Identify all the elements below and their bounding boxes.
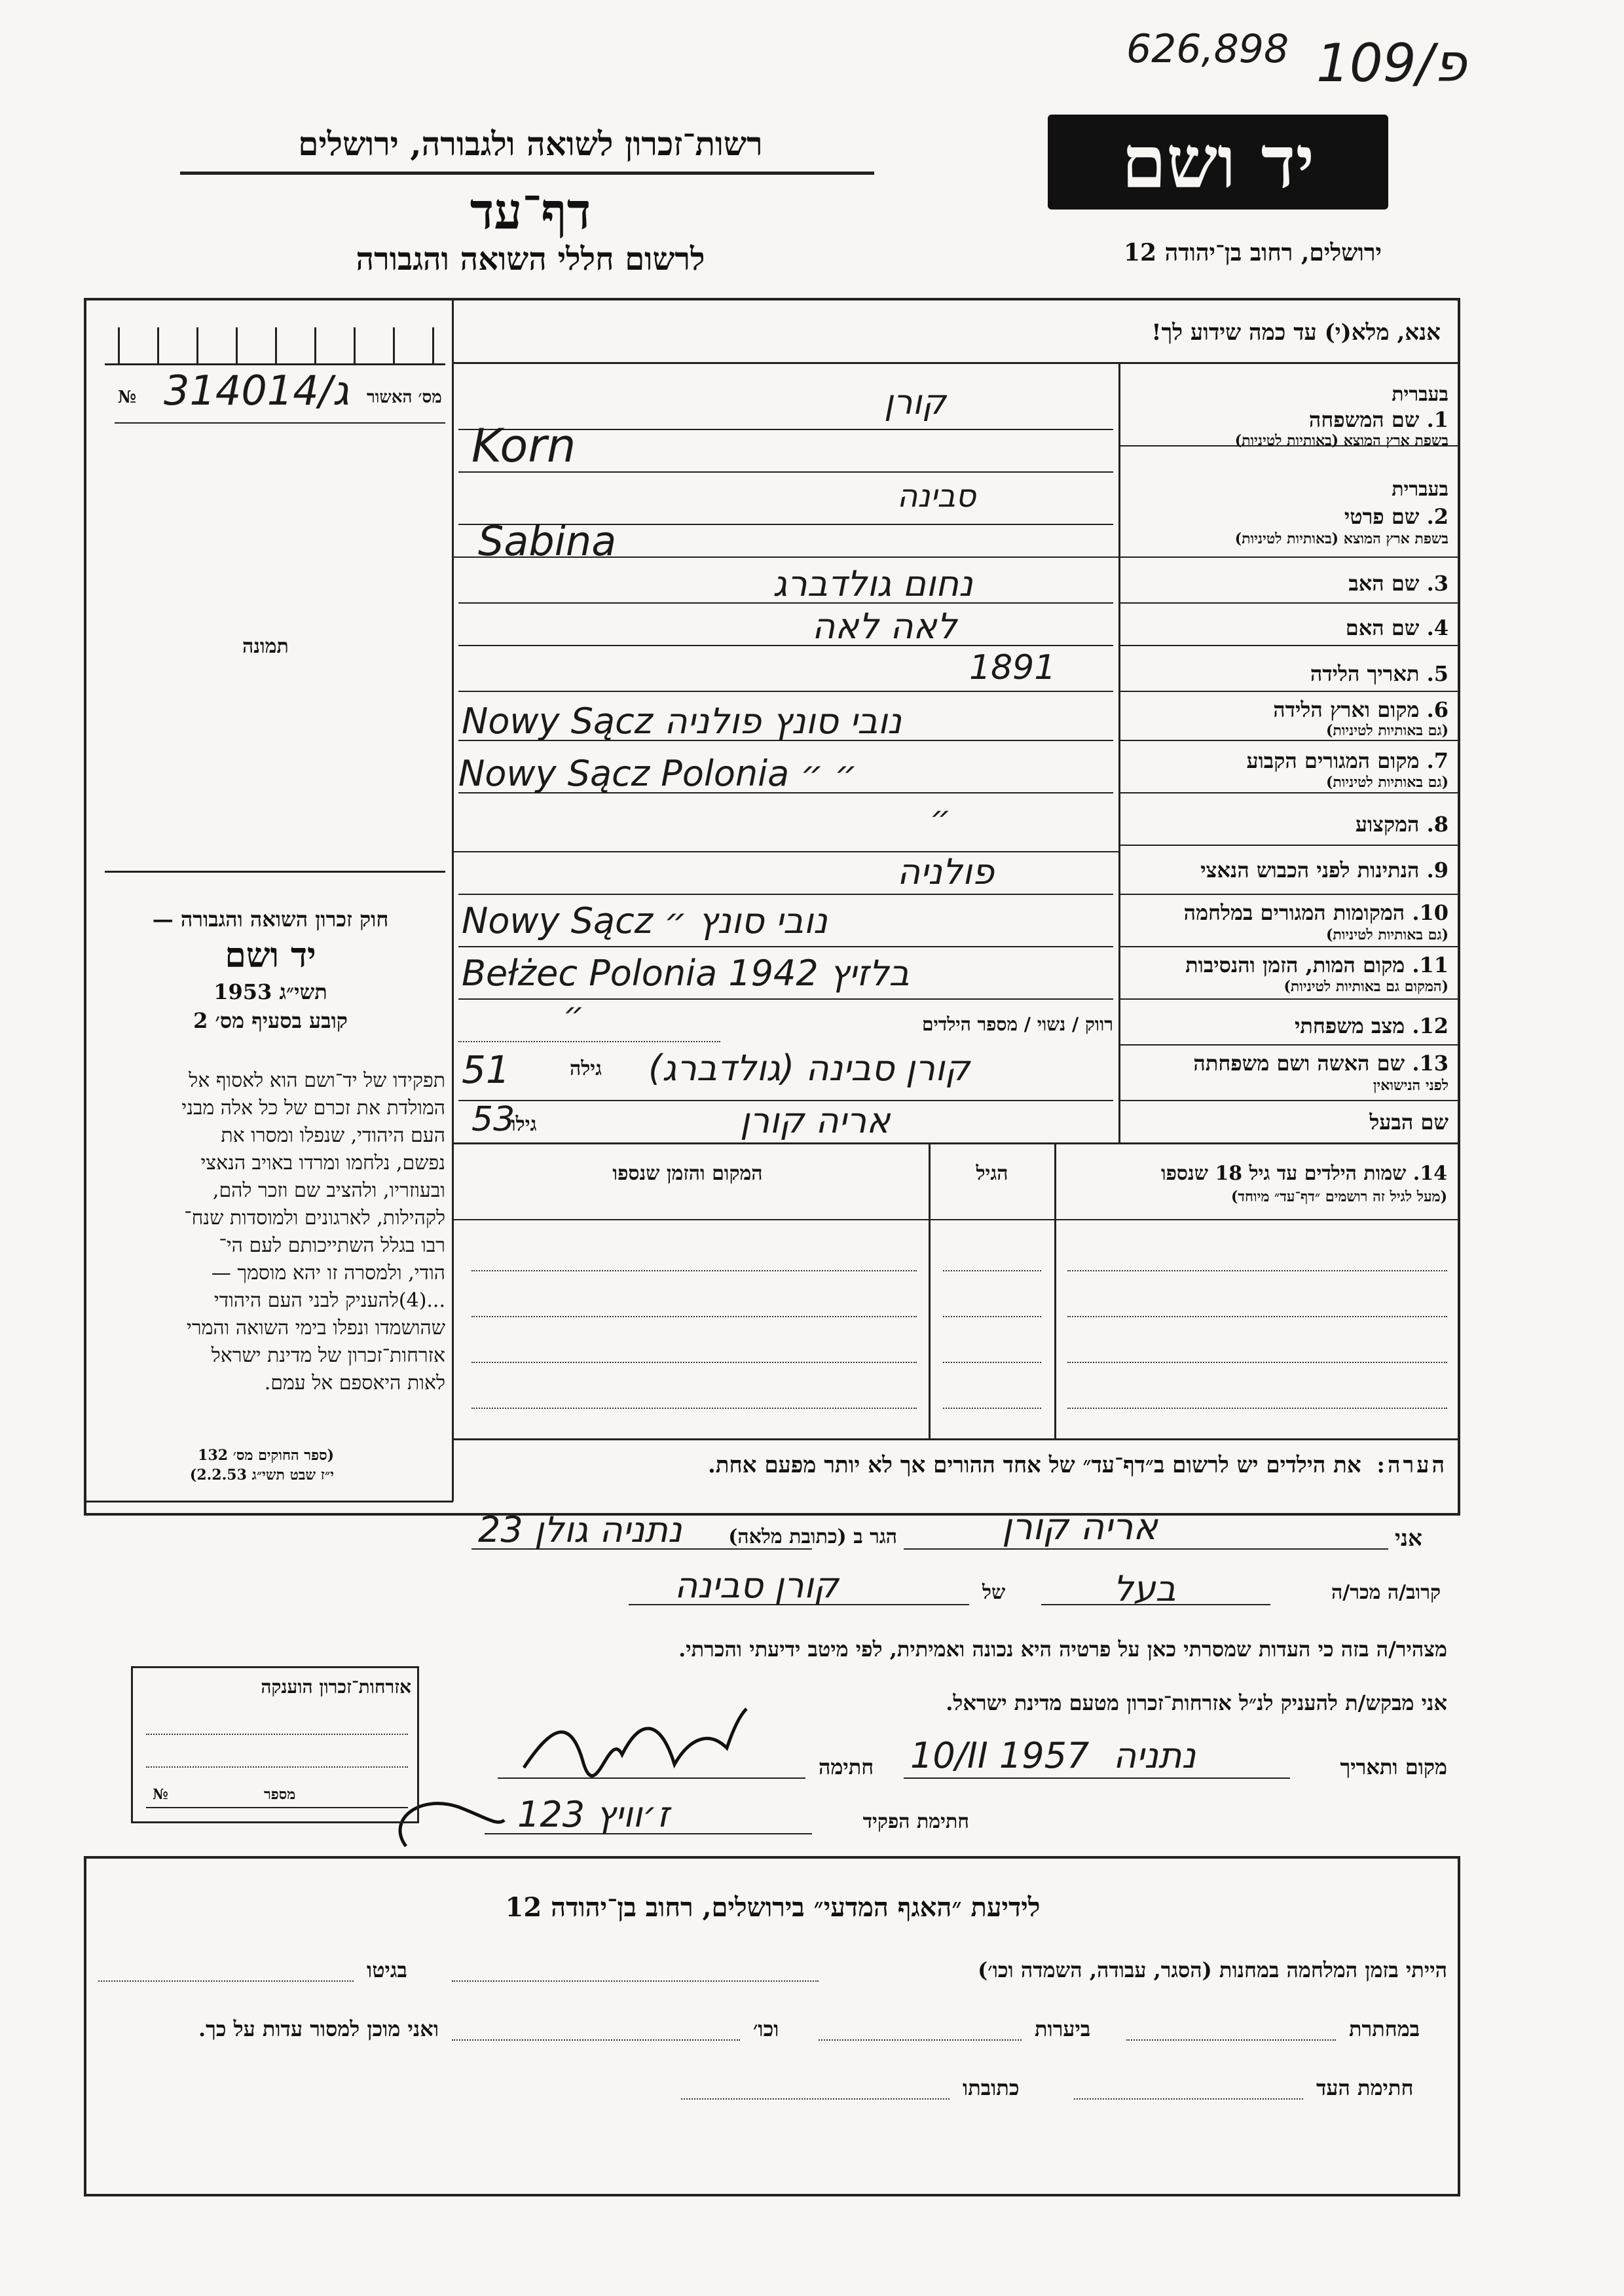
resident-label: הגר ב (כתובת מלאה) — [728, 1525, 897, 1548]
bottom-title: לידיעת ״האגף המדעי״ בירושלים, רחוב בן־יהודה 12 — [505, 1892, 1041, 1923]
law-body: תפקידו של יד־ושם הוא לאסוף אל המולדת את זכרם של כל אלה מבני העם היהודי, שנפלו ומסרו את נפשם, נלחמו ומרדו באויב הנאצי ובעוזריו, ולהציב שם וזכר להם, לקהילות, לארגונים ולמוסדות שנח־ רבו בגלל השתייכותם לעם הי־ הודי, ולמסרה זו יהא מוסמך — ...(4)להעניק לבני העם היהודי שהושמדו ונפלו בימי השואה והמרי אזרחות־זכרון של מדינת ישראל לאות היאספם אל עמם. — [181, 1069, 445, 1394]
children-col-age: הגיל — [976, 1162, 1008, 1185]
bottom-line2-etc: וכו׳ — [753, 2016, 779, 2041]
field-13-value: קורן סבינה (גולדברג) — [648, 1048, 970, 1089]
relative-value: בעל — [1113, 1568, 1176, 1609]
law-block — [97, 907, 444, 1033]
field-2-sub: בשפת ארץ המוצא (באותיות לטיניות) — [1234, 530, 1449, 547]
clerk-signature-value: ז׳וויץ 123 — [517, 1794, 670, 1835]
field-13-label: 13. שם האשה ושם משפחתה — [1193, 1051, 1449, 1076]
bottom-address-label: כתובתו — [963, 2075, 1020, 2100]
children-sub: (מעל לגיל זה רושמים ״דף־עד״ מיוחד) — [1230, 1188, 1447, 1205]
field-2-heb-tag: בעברית — [1392, 478, 1449, 501]
authority-name: רשות־זכרון לשואה ולגבורה, ירושלים — [298, 124, 763, 163]
field-4-label: 4. שם האם — [1345, 615, 1449, 640]
bottom-line1-camps: הייתי בזמן המלחמה במחנות (הסגר, עבודה, השמדה וכו׳) — [978, 1958, 1447, 1982]
field-1-lat-value: Korn — [471, 419, 576, 473]
declarant-address: נתניה גולן 23 — [478, 1509, 682, 1550]
field-4-value: לאה לאה — [812, 606, 957, 647]
field-13-age: 51 — [462, 1048, 510, 1092]
field-1-sub: בשפת ארץ המוצא (באותיות לטיניות) — [1234, 432, 1449, 449]
declarant-name: אריה קורן — [1002, 1506, 1158, 1548]
signature-label: חתימה — [819, 1755, 874, 1779]
husband-age-label: גילו — [511, 1113, 537, 1136]
header-address: ירושלים, רחוב בן־יהודה 12 — [1123, 239, 1382, 266]
note-line: הערה: את הילדים יש לרשום ב״דף־עד״ של אחד ההורים אך לא יותר מפעם אחת. — [707, 1452, 1447, 1478]
relative-label: קרוב/ה מכר/ה — [1331, 1581, 1441, 1604]
of-label: של — [982, 1581, 1006, 1604]
field-11-value: Bełżec Polonia 1942 בלזיץ — [462, 953, 910, 994]
field-5-value: 1891 — [969, 648, 1056, 687]
place-value: נתניה — [1113, 1735, 1196, 1776]
citizenship-title: אזרחות־זכרון הוענקה — [261, 1676, 411, 1698]
field-11-label: 11. מקום המות, הזמן והנסיבות — [1185, 953, 1449, 977]
field-2-heb-value: סבינה — [897, 478, 976, 515]
registration-tick-boxes — [105, 321, 445, 365]
field-6-sub: (גם באותיות לטיניות) — [1325, 722, 1449, 739]
citizenship-box — [131, 1666, 419, 1823]
declaration-request: אני מבקש/ת להעניק לנ״ל אזרחות־זכרון מטעם מדינת ישראל. — [946, 1690, 1447, 1715]
field-2-label: 2. שם פרטי — [1344, 504, 1449, 529]
field-10-value: Nowy Sącz נובי סונץ ״ — [462, 900, 828, 941]
children-label: 14. שמות הילדים עד גיל 18 שנספו — [1160, 1162, 1447, 1185]
field-2-lat-value: Sabina — [478, 517, 617, 565]
field-13-age-label: גילה — [570, 1057, 602, 1080]
of-value: קורן סבינה — [674, 1565, 839, 1606]
law-note-2: י״ז שבט תשי״ג 2.2.53) — [189, 1467, 334, 1484]
field-9-value: פולניה — [897, 851, 995, 892]
bottom-line2-forests: ביערות — [1035, 2016, 1091, 2041]
archive-ref: 109/פ — [1316, 33, 1467, 94]
field-1-label: 1. שם המשפחה — [1308, 407, 1449, 432]
field-6-value: Nowy Sącz נובי סונץ פולניה — [462, 701, 902, 742]
field-9-label: 9. הנתינות לפני הכבוש הנאצי — [1200, 858, 1449, 883]
field-7-value: Nowy Sącz Polonia ״ ״ — [458, 753, 858, 794]
registration-number: 314014/ג — [164, 367, 350, 414]
declarant-signature — [511, 1702, 760, 1787]
form-title: דף־עד — [470, 182, 591, 240]
field-3-value: נחום גולדברג — [773, 563, 973, 604]
field-13-sub: לפני הנישואין — [1373, 1077, 1449, 1094]
bottom-witness-signature-label: חתימת העד — [1316, 2075, 1414, 2100]
field-5-label: 5. תאריך הלידה — [1310, 661, 1449, 686]
field-12-value: ״ — [563, 995, 585, 1033]
registration-label: מס׳ האשור — [367, 388, 442, 407]
field-7-label: 7. מקום המגורים הקבוע — [1246, 748, 1449, 773]
law-title: חוק זכרון השואה והגבורה — — [152, 907, 389, 932]
field-12-options: רווק / נשוי / מספר הילדים — [921, 1013, 1113, 1035]
place-date-label: מקום ותאריך — [1340, 1755, 1447, 1779]
field-12-label: 12. מצב משפחתי — [1295, 1013, 1449, 1038]
field-10-sub: (גם באותיות לטיניות) — [1325, 926, 1449, 943]
field-7-sub: (גם באותיות לטיניות) — [1325, 774, 1449, 791]
registration-no-sign: № — [118, 388, 137, 407]
children-col-place: המקום והזמן שנספו — [612, 1162, 763, 1185]
citizenship-no-sign: № — [153, 1786, 168, 1803]
declaration-i-label: אני — [1395, 1525, 1422, 1552]
clerk-signature-label: חתימת הפקיד — [862, 1810, 969, 1833]
bottom-line2-underground: במחתרת — [1349, 2016, 1420, 2041]
law-year: תשי״ג 1953 — [213, 979, 327, 1004]
law-yad-vashem: יד ושם — [225, 936, 316, 975]
form-subtitle: לרשום חללי השואה והגבורה — [356, 241, 705, 278]
instruction-text: אנא, מלא(י) עד כמה שידוע לך! — [1151, 319, 1441, 346]
yad-vashem-logo: יד ושם — [1048, 115, 1388, 210]
date-value: 10/II 1957 — [910, 1735, 1090, 1776]
field-1-heb-tag: בעברית — [1392, 383, 1449, 406]
husband-label: שם הבעל — [1369, 1110, 1449, 1135]
bottom-line2-testify: ואני מוכן למסור עדות על כך. — [198, 2016, 439, 2041]
law-section: קובע בסעיף מס׳ 2 — [193, 1008, 348, 1033]
husband-value: אריה קורן — [740, 1100, 891, 1141]
law-note-1: (ספר החוקים מס׳ 132 — [198, 1447, 334, 1464]
field-8-value: ״ — [930, 799, 951, 837]
archive-number: 626,898 — [1126, 26, 1289, 72]
field-10-label: 10. המקומות המגורים במלחמה — [1183, 900, 1449, 925]
field-1-heb-value: קורן — [884, 383, 946, 422]
husband-age: 53 — [471, 1100, 515, 1139]
bottom-line1-ghetto: בגיטו — [367, 1958, 407, 1982]
field-6-label: 6. מקום וארץ הלידה — [1273, 697, 1449, 722]
citizenship-number-label: מספר — [264, 1786, 296, 1803]
field-11-sub: (המקום גם באותיות לטיניות) — [1283, 978, 1449, 995]
declaration-statement: מצהיר/ה בזה כי העדות שמסרתי כאן על פרטיה היא נכונה ואמיתית, לפי מיטב ידיעתי והכרתי. — [678, 1637, 1447, 1662]
field-8-label: 8. המקצוע — [1355, 812, 1449, 837]
field-3-label: 3. שם האב — [1348, 571, 1449, 596]
photo-label: תמונה — [242, 635, 289, 658]
